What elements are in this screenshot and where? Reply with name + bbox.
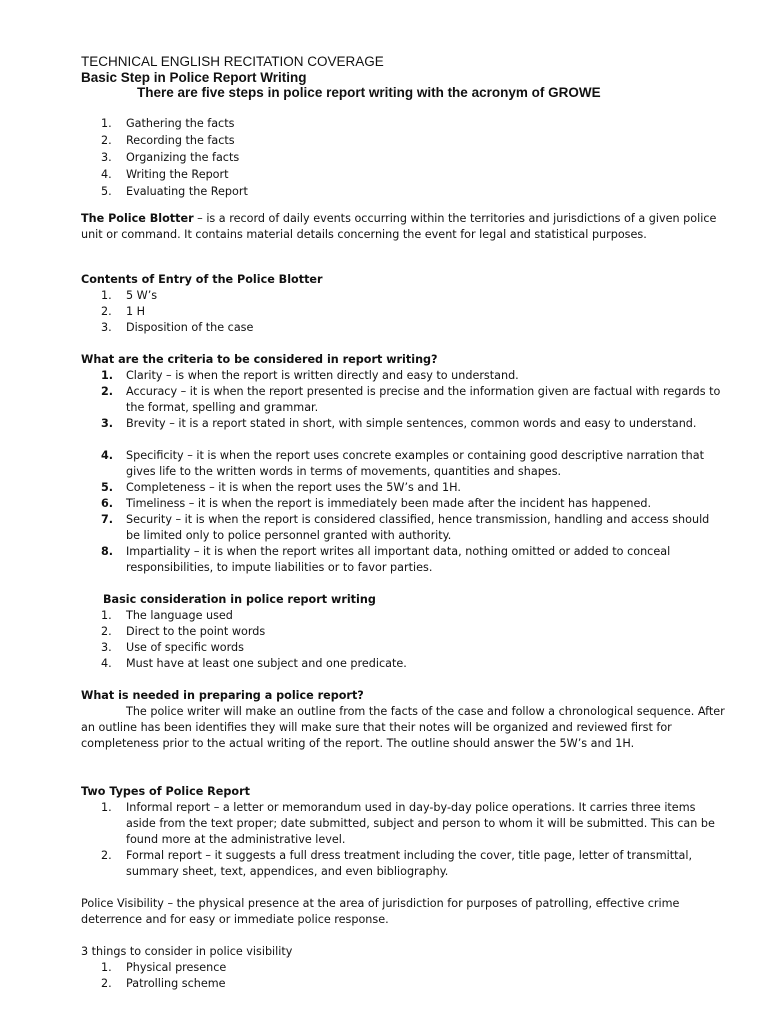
blotter-definition: – is a record of daily events occurring within the territories and jurisdictions of a given police unit or command. It contains material details concerning the event for legal and statistical purposes. xyxy=(81,212,717,241)
list-item: 2. Recording the facts xyxy=(101,134,235,147)
list-item: 2. Direct to the point words xyxy=(101,625,266,638)
document-page: TECHNICAL ENGLISH RECITATION COVERAGE Basic Step in Police Report Writing There are five steps in police report writing with the acronym of GROWE 1. Gathering the facts 2. Recording the facts 3. Organizing the facts 4. Writing the Report 5. Evaluating the Report The Police Blotter – is a record of daily events occurring within the territories and jurisdictions of a given police unit or command. It contains material details concerning the event for legal and statistical purposes. Contents of Entry of the Police Blotter 1. 5 W’s 2. 1 H 3. Disposition of the case What are the criteria to be considered in report writing? 1. Clarity – is when the report is written directly and easy to understand. 2. Accuracy – it is when the report presented is precise and the information given are factual with regards to the format, spelling and grammar. 3. Brevity – it is a report stated in short, with simple sentences, common words and easy to understand. 4. Specificity – it is when the report uses concrete examples or containing good descriptive narration that gives life to the written words in terms of movements, quantities and shapes. 5. Completeness – it is when the report uses the 5W’s and 1H. 6. Timeliness – it is when the report is immediately been made after the incident has happened. 7. Security – it is when the report is considered classified, hence transmission, handling and access should be limited only to police personnel granted with authority. 8. Impartiality – it is when the report writes all important data, nothing omitted or added to conceal responsibilities, to impute liabilities or to favor parties. Basic consideration in police report writing 1. The language used 2. Direct to the point words 3. Use of specific words 4. Must have at least one subject and one predicate. What is needed in preparing a police report? The police writer will make an outline from the facts of the case and follow a chronological sequence. After an outline has been identifies they will make sure that their notes will be organized and reviewed first for completeness prior to the actual writing of the report. The outline should answer the 5W’s and 1H. Two Types of Police Report 1. Informal report – a letter or memorandum used in day-by-day police operations. It carries three items aside from the text proper; date submitted, subject and person to whom it will be submitted. This can be found more at the administrative level. 2. Formal report – it suggests a full dress treatment including the cover, title page, letter of transmittal, summary sheet, text, appendices, and even bibliography. Police Visibility – the physical presence at the area of jurisdiction for purposes of patrolling, effective crime deterrence and for easy or immediate police response. 3 things to consider in police visibility 1. Physical presence 2. Patrolling scheme xyxy=(0,0,768,1024)
list-item: 3. Organizing the facts xyxy=(101,151,240,164)
list-item: 1. Physical presence xyxy=(101,961,227,974)
preparing-paragraph: The police writer will make an outline from the facts of the case and follow a chronological sequence. After an outline has been identifies they will make sure that their notes will be organized and reviewed first for completeness prior to the actual writing of the report. The outline should answer the 5W’s and 1H. xyxy=(81,705,725,750)
list-item: 1. The language used xyxy=(101,609,233,622)
list-item: 5. Evaluating the Report xyxy=(101,185,248,198)
list-item: 2. Patrolling scheme xyxy=(101,977,226,990)
document-title: TECHNICAL ENGLISH RECITATION COVERAGE xyxy=(81,54,384,69)
list-item: 3. Disposition of the case xyxy=(101,321,254,334)
list-item: 4. Writing the Report xyxy=(101,168,229,181)
blotter-paragraph xyxy=(81,211,726,243)
criteria-heading: What are the criteria to be considered in report writing? xyxy=(81,353,438,366)
intro-line: There are five steps in police report writing with the acronym of GROWE xyxy=(137,85,601,100)
things-heading: 3 things to consider in police visibility xyxy=(81,945,293,958)
list-item: 3. Use of specific words xyxy=(101,641,244,654)
contents-heading: Contents of Entry of the Police Blotter xyxy=(81,273,323,286)
list-item: 4. Must have at least one subject and one predicate. xyxy=(101,657,407,670)
list-item: 2. 1 H xyxy=(101,305,146,318)
document-subtitle: Basic Step in Police Report Writing xyxy=(81,70,307,85)
list-item: 1. 5 W’s xyxy=(101,289,158,302)
types-heading: Two Types of Police Report xyxy=(81,785,250,798)
list-item: 1. Gathering the facts xyxy=(101,117,235,130)
preparing-heading: What is needed in preparing a police report? xyxy=(81,689,364,702)
basic-consideration-heading: Basic consideration in police report writing xyxy=(103,593,376,606)
blotter-term: The Police Blotter xyxy=(81,212,194,225)
visibility-paragraph: Police Visibility – the physical presence at the area of jurisdiction for purposes of patrolling, effective crime deterrence and for easy or immediate police response. xyxy=(81,897,680,926)
